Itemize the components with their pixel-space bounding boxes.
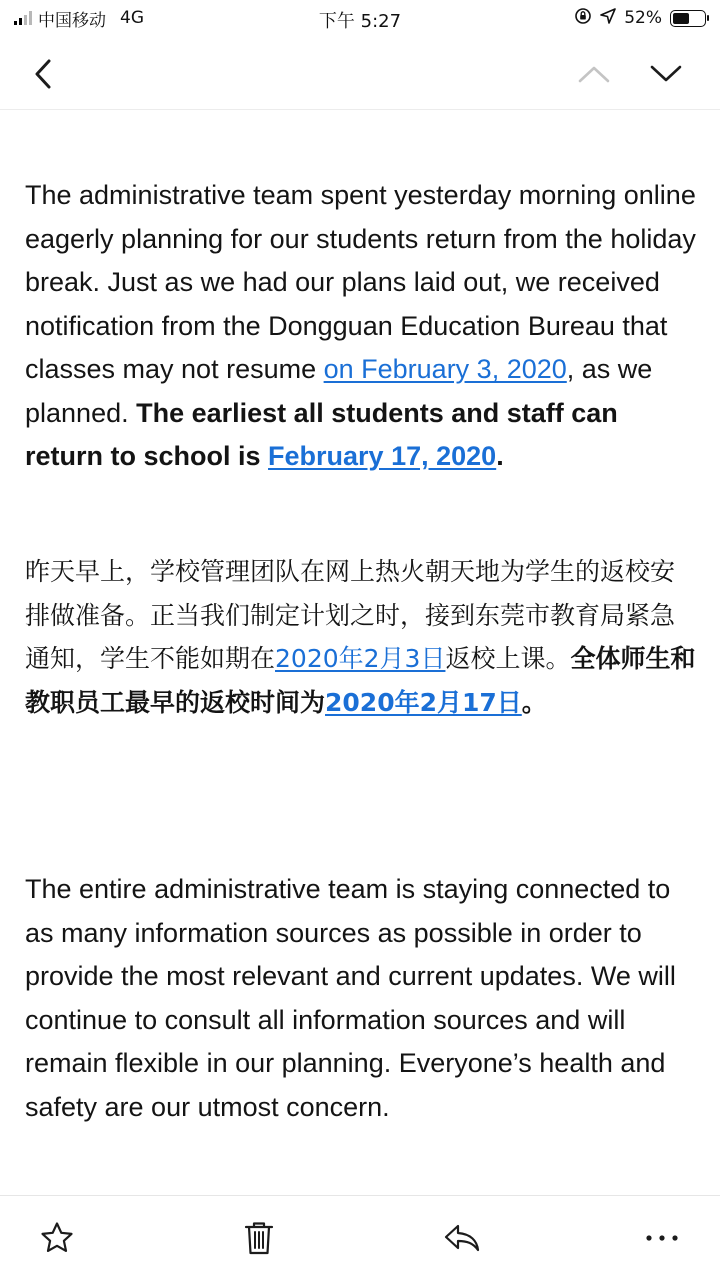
bottom-toolbar xyxy=(0,1195,720,1280)
battery-icon xyxy=(670,10,706,27)
reply-icon xyxy=(443,1222,481,1254)
date-link-feb-17[interactable]: February 17, 2020 xyxy=(268,441,497,471)
bold-notice-zh: 全体师生和教职员工最早的返校时间为 xyxy=(25,644,696,717)
nav-bar xyxy=(0,38,720,110)
flag-button[interactable] xyxy=(35,1216,79,1260)
more-icon xyxy=(644,1233,680,1243)
battery-fill xyxy=(673,13,689,24)
reply-button[interactable] xyxy=(440,1216,484,1260)
trash-icon xyxy=(243,1220,275,1256)
status-bar xyxy=(0,0,720,38)
star-icon xyxy=(39,1220,75,1256)
chevron-up-icon xyxy=(577,64,611,84)
paragraph-english-update: The entire administrative team is staying connected to as many information sources as possible in order to provide the most relevant and current updates. We will continue to consult all information sources and will remain flexible in our planning. Everyone’s health and safety are our utmost concern. xyxy=(25,874,676,1122)
more-button[interactable] xyxy=(640,1216,684,1260)
paragraph-english-intro xyxy=(25,174,697,479)
paragraph-chinese-intro xyxy=(25,550,697,724)
paragraph-text: The administrative team spent yesterday morning online eagerly planning for our students return from the holiday break. Just as we had our plans laid out, we received notification from the Dongguan Education Bureau that classes may not resume xyxy=(25,180,696,384)
bold-notice: The earliest all students and staff can return to school is xyxy=(25,397,618,471)
back-button[interactable] xyxy=(22,52,66,96)
chevron-down-icon xyxy=(649,64,683,84)
location-arrow-icon xyxy=(600,8,616,29)
paragraph-text: 返校上课。 xyxy=(445,644,571,673)
status-right xyxy=(574,7,706,29)
network-type: 4G xyxy=(120,8,144,28)
paragraph-text: , as we planned. xyxy=(25,354,653,428)
paragraph-end: . xyxy=(496,441,504,471)
chevron-left-icon xyxy=(32,58,56,90)
paragraph-end: 。 xyxy=(521,687,547,717)
date-link-feb-3[interactable]: on February 3, 2020 xyxy=(323,354,567,384)
battery-percent: 52% xyxy=(624,8,662,28)
email-body xyxy=(0,110,720,1195)
status-time: 下午 5:27 xyxy=(318,11,402,32)
orientation-lock-icon xyxy=(574,7,592,30)
previous-message-button[interactable] xyxy=(572,52,616,96)
date-link-feb-3-zh[interactable]: 2020年2月3日 xyxy=(275,644,446,673)
date-link-feb-17-zh[interactable]: 2020年2月17日 xyxy=(325,687,522,717)
delete-button[interactable] xyxy=(237,1216,281,1260)
carrier-name: 中国移动 xyxy=(38,10,106,31)
paragraph-text: 昨天早上，学校管理团队在网上热火朝天地为学生的返校安排做准备。正当我们制定计划之时，接到东莞市教育局紧急通知，学生不能如期在 xyxy=(25,557,676,673)
next-message-button[interactable] xyxy=(644,52,688,96)
